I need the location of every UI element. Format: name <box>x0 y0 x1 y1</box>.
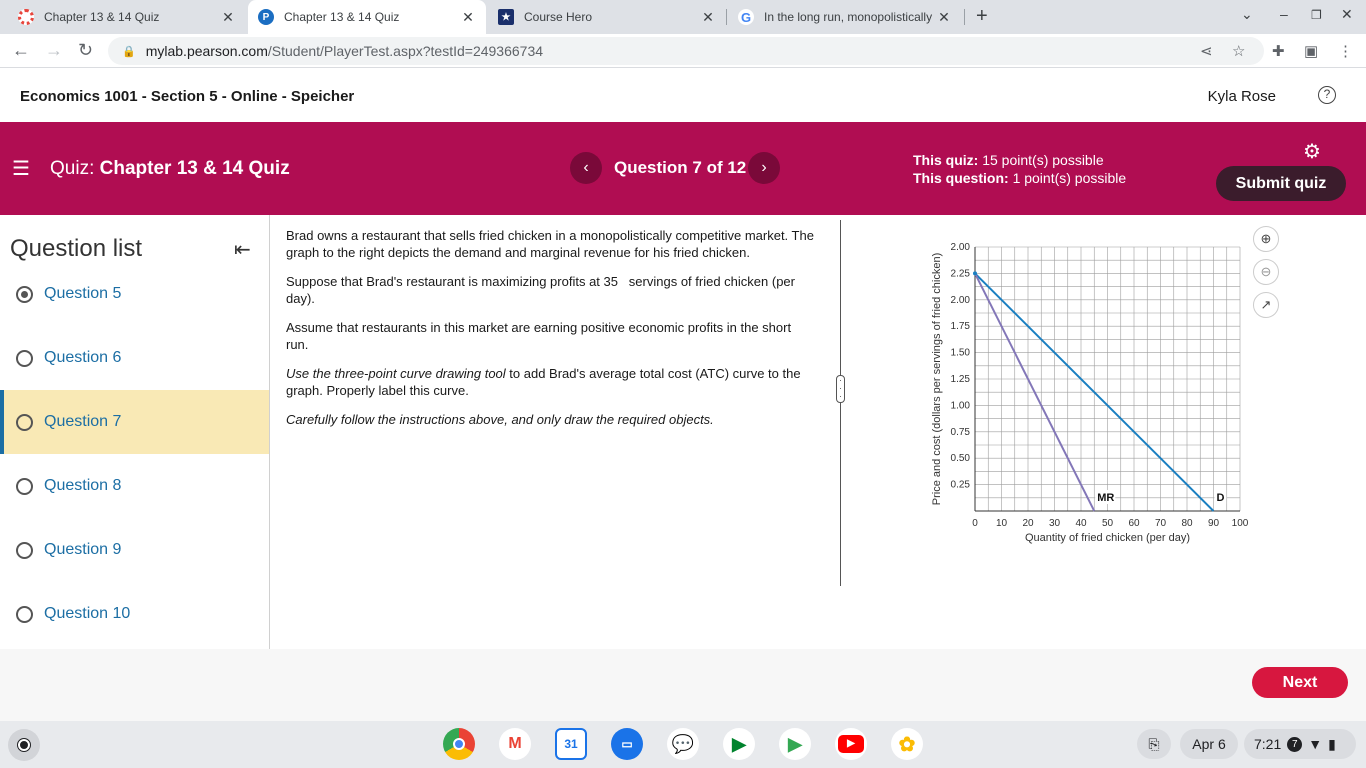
y-tick-label: 0.25 <box>950 479 970 491</box>
radio-icon <box>16 542 33 559</box>
question-list-panel <box>0 215 270 649</box>
radio-icon <box>16 414 33 431</box>
close-icon[interactable]: ✕ <box>462 8 474 25</box>
tab-separator <box>726 9 727 25</box>
quiz-header <box>0 122 1366 215</box>
question-paragraph <box>286 411 816 428</box>
photos-icon[interactable]: ✿ <box>891 728 923 760</box>
question-item-label: Question 7 <box>44 413 122 430</box>
popout-icon[interactable]: ↗ <box>1253 292 1279 318</box>
y-tick-label: 1.00 <box>950 400 970 412</box>
time-display: 7:21 <box>1254 736 1282 752</box>
x-tick-label: 0 <box>972 518 978 529</box>
zoom-in-icon[interactable]: ⊕ <box>1253 226 1279 252</box>
question-list-title: Question list <box>10 235 143 262</box>
x-tick-label: 100 <box>1231 518 1249 529</box>
next-question-button[interactable]: › <box>748 152 780 184</box>
screen-capture-icon[interactable]: ⎘ <box>1137 729 1171 759</box>
pearson-p-icon: P <box>258 9 274 25</box>
quiz-label: Quiz: <box>50 158 95 179</box>
x-tick-label: 70 <box>1154 518 1167 529</box>
close-window-icon[interactable]: ✕ <box>1341 6 1353 22</box>
coursehero-star-icon: ★ <box>498 9 514 25</box>
question-item-8[interactable] <box>0 454 269 518</box>
tab-title: In the long run, monopolistically <box>764 10 933 24</box>
resize-handle-icon[interactable]: · · · <box>836 375 845 403</box>
question-item-label: Question 9 <box>44 541 122 558</box>
question-item-label: Question 10 <box>44 605 131 622</box>
x-tick-label: 20 <box>1022 518 1034 529</box>
x-tick-label: 10 <box>995 518 1008 529</box>
intercept-point <box>973 271 977 275</box>
youtube-icon[interactable]: ▶ <box>835 728 867 760</box>
question-item-9[interactable] <box>0 518 269 582</box>
minimize-icon[interactable]: – <box>1280 6 1288 22</box>
browser-tab-4[interactable] <box>728 0 962 34</box>
tab-title: Chapter 13 & 14 Quiz <box>44 10 160 24</box>
course-title: Economics 1001 - Section 5 - Online - Speicher <box>20 88 355 105</box>
calendar-icon[interactable]: 31 <box>555 728 587 760</box>
points-info <box>913 151 1126 187</box>
side-panel-icon[interactable]: ▣ <box>1304 43 1319 60</box>
x-tick-label: 90 <box>1207 518 1220 529</box>
url-path: /Student/PlayerTest.aspx?testId=249366734 <box>267 43 544 59</box>
x-tick-label: 60 <box>1128 518 1140 529</box>
quiz-title <box>50 158 290 180</box>
instruction-text: to add Brad's average total cost (ATC) curve to the graph. Properly label this curve. <box>286 366 801 398</box>
browser-tab-3[interactable] <box>488 0 726 34</box>
browser-tab-1[interactable] <box>8 0 246 34</box>
y-tick-label: 2.00 <box>950 242 970 253</box>
lock-icon: 🔒 <box>122 45 136 58</box>
radio-icon <box>16 478 33 495</box>
chevron-down-icon[interactable]: ⌄ <box>1241 6 1253 22</box>
hamburger-menu-icon[interactable]: ☰ <box>12 158 30 180</box>
close-icon[interactable]: ✕ <box>702 8 714 25</box>
meet-icon[interactable]: ▶ <box>723 728 755 760</box>
instruction-text: Carefully follow the instructions above, and only draw the required objects. <box>286 412 714 427</box>
answered-radio-icon <box>16 286 33 303</box>
y-tick-label: 2.00 <box>950 294 970 306</box>
question-item-10[interactable] <box>0 582 269 646</box>
status-tray[interactable] <box>1244 729 1356 759</box>
chat-icon[interactable]: 💬 <box>667 728 699 760</box>
y-tick-label: 0.50 <box>950 453 970 465</box>
browser-toolbar <box>0 34 1366 68</box>
question-paragraph: Brad owns a restaurant that sells fried chicken in a monopolistically competitive market. The graph to the right depicts the demand and marginal revenue for his fried chicken. <box>286 228 814 260</box>
next-button[interactable]: Next <box>1252 667 1348 698</box>
series-label-d: D <box>1216 492 1225 504</box>
question-paragraph <box>286 365 816 399</box>
question-item-label: Question 8 <box>44 477 122 494</box>
x-axis-label: Quantity of fried chicken (per day) <box>1024 532 1191 544</box>
back-icon[interactable]: ← <box>12 40 30 60</box>
restore-icon[interactable]: ❐ <box>1311 8 1322 22</box>
battery-icon: ▮ <box>1328 735 1336 752</box>
close-icon[interactable]: ✕ <box>222 8 234 25</box>
submit-quiz-button[interactable]: Submit quiz <box>1216 166 1346 201</box>
course-header <box>0 69 1366 122</box>
series-label-mr: MR <box>1097 492 1115 504</box>
chart-svg[interactable] <box>928 236 1258 551</box>
radio-icon <box>16 350 33 367</box>
quiz-name: Chapter 13 & 14 Quiz <box>99 158 290 179</box>
browser-tab-2[interactable] <box>248 0 486 34</box>
files-icon[interactable]: ▭ <box>611 728 643 760</box>
quiz-footer <box>0 649 1366 721</box>
new-tab-icon[interactable]: + <box>976 5 988 27</box>
y-tick-label: 0.75 <box>950 426 970 438</box>
gmail-icon[interactable]: M <box>499 728 531 760</box>
question-content <box>286 227 816 440</box>
y-tick-label: 1.50 <box>950 347 970 359</box>
address-bar[interactable] <box>108 37 1264 65</box>
pearson-ring-icon <box>18 9 34 25</box>
previous-question-button[interactable]: ‹ <box>570 152 602 184</box>
google-g-icon: G <box>738 9 754 25</box>
forward-icon[interactable]: → <box>45 40 63 60</box>
this-question-label: This question: <box>913 170 1009 186</box>
browser-tabstrip <box>0 0 1366 34</box>
x-tick-label: 40 <box>1075 518 1087 529</box>
date-display[interactable]: Apr 6 <box>1180 729 1238 759</box>
extensions-icon[interactable]: ✚ <box>1272 43 1285 60</box>
graph-area[interactable] <box>928 236 1258 551</box>
y-axis-label: Price and cost (dollars per servings of fried chicken) <box>931 252 943 506</box>
this-quiz-label: This quiz: <box>913 152 979 168</box>
tab-separator <box>964 9 965 25</box>
question-item-label: Question 6 <box>44 349 122 366</box>
play-store-icon[interactable]: ▶ <box>779 728 811 760</box>
radio-icon <box>16 606 33 623</box>
chrome-icon[interactable] <box>443 728 475 760</box>
bookmark-star-icon[interactable]: ☆ <box>1232 43 1246 60</box>
wifi-icon: ▼ <box>1308 736 1323 752</box>
panel-divider <box>840 220 841 586</box>
url-host: mylab.pearson.com <box>145 43 268 59</box>
launcher-icon[interactable] <box>8 729 40 761</box>
question-item-5[interactable] <box>0 262 269 326</box>
reload-icon[interactable]: ↻ <box>78 40 94 60</box>
more-menu-icon[interactable]: ⋮ <box>1338 43 1353 60</box>
y-tick-label: 2.25 <box>950 268 970 280</box>
question-indicator[interactable]: Question 7 of 12 <box>614 158 747 177</box>
notification-badge: 7 <box>1287 737 1302 752</box>
question-item-6[interactable] <box>0 326 269 390</box>
question-item-label: Question 5 <box>44 285 122 302</box>
y-tick-label: 1.75 <box>950 321 970 333</box>
question-paragraph: Assume that restaurants in this market are earning positive economic profits in the short run. <box>286 320 792 352</box>
user-name[interactable]: Kyla Rose <box>1207 88 1276 105</box>
help-icon[interactable]: ? <box>1318 86 1336 104</box>
question-item-7[interactable] <box>0 390 269 454</box>
this-quiz-value: 15 point(s) possible <box>982 152 1104 168</box>
os-shelf <box>0 721 1366 768</box>
x-tick-label: 80 <box>1181 518 1193 529</box>
tab-title: Course Hero <box>524 10 593 24</box>
y-tick-label: 1.25 <box>950 374 970 385</box>
close-icon[interactable]: ✕ <box>938 8 950 25</box>
gear-icon[interactable]: ⚙ <box>1303 141 1321 163</box>
this-question-value: 1 point(s) possible <box>1012 170 1127 186</box>
question-paragraph: Suppose that Brad's restaurant is maximizing profits at 35 servings of fried chicken (per day). <box>286 274 799 306</box>
tool-instruction: Use the three-point curve drawing tool <box>286 366 506 381</box>
collapse-panel-icon[interactable]: ⇤ <box>234 239 251 261</box>
zoom-out-icon[interactable]: ⊖ <box>1253 259 1279 285</box>
x-tick-label: 50 <box>1101 518 1114 529</box>
tab-title: Chapter 13 & 14 Quiz <box>284 10 400 24</box>
share-icon[interactable]: ⋖ <box>1200 43 1213 60</box>
x-tick-label: 30 <box>1048 518 1061 529</box>
